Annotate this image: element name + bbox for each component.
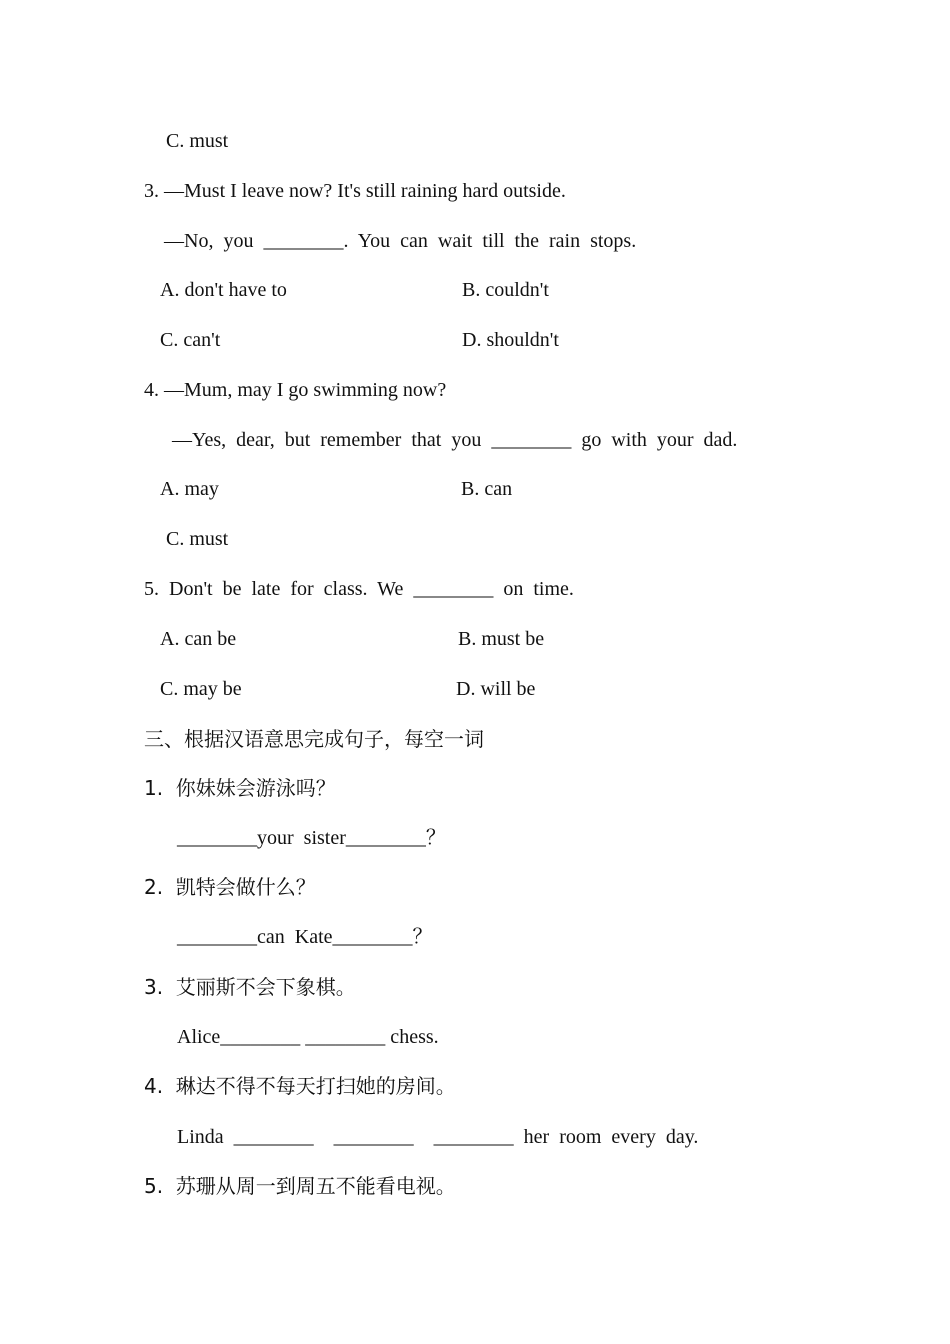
q5-option-a: A. can be xyxy=(160,628,237,650)
s3-item1-answer: ________your sister________？ xyxy=(177,827,446,849)
q4-reply: —Yes, dear, but remember that you ________ go with your dad. xyxy=(172,429,738,451)
s3-item3-answer: Alice________ ________ chess. xyxy=(177,1026,439,1048)
s3-item2-prompt: 2. 凯特会做什么？ xyxy=(144,875,316,899)
s3-item5-prompt: 5. 苏珊从周一到周五不能看电视。 xyxy=(144,1174,456,1198)
q5-option-c: C. may be xyxy=(160,678,242,700)
q4-stem: 4. —Mum, may I go swimming now? xyxy=(144,379,447,401)
q3-stem: 3. —Must I leave now? It's still raining hard outside. xyxy=(144,180,566,202)
q3-option-b: B. couldn't xyxy=(462,279,549,301)
q3-option-a: A. don't have to xyxy=(160,279,287,301)
q3-option-d: D. shouldn't xyxy=(462,329,559,351)
s3-item1-prompt: 1. 你妹妹会游泳吗？ xyxy=(144,776,336,800)
q3-option-c: C. can't xyxy=(160,329,221,351)
s3-item2-answer: ________can Kate________？ xyxy=(177,926,433,948)
q5-option-d: D. will be xyxy=(456,678,536,700)
q4-option-b: B. can xyxy=(461,478,513,500)
q2-option-c: C. must xyxy=(166,130,229,152)
s3-item4-answer: Linda ________ ________ ________ her room every day. xyxy=(177,1126,699,1148)
q5-stem: 5. Don't be late for class. We ________ on time. xyxy=(144,578,574,600)
s3-item4-prompt: 4. 琳达不得不每天打扫她的房间。 xyxy=(144,1074,456,1098)
q4-option-c: C. must xyxy=(166,528,229,550)
section3-heading: 三、根据汉语意思完成句子，每空一词 xyxy=(144,727,484,751)
q4-option-a: A. may xyxy=(160,478,219,500)
s3-item3-prompt: 3. 艾丽斯不会下象棋。 xyxy=(144,975,356,999)
q3-reply: —No, you ________. You can wait till the rain stops. xyxy=(164,230,637,252)
q5-option-b: B. must be xyxy=(458,628,545,650)
